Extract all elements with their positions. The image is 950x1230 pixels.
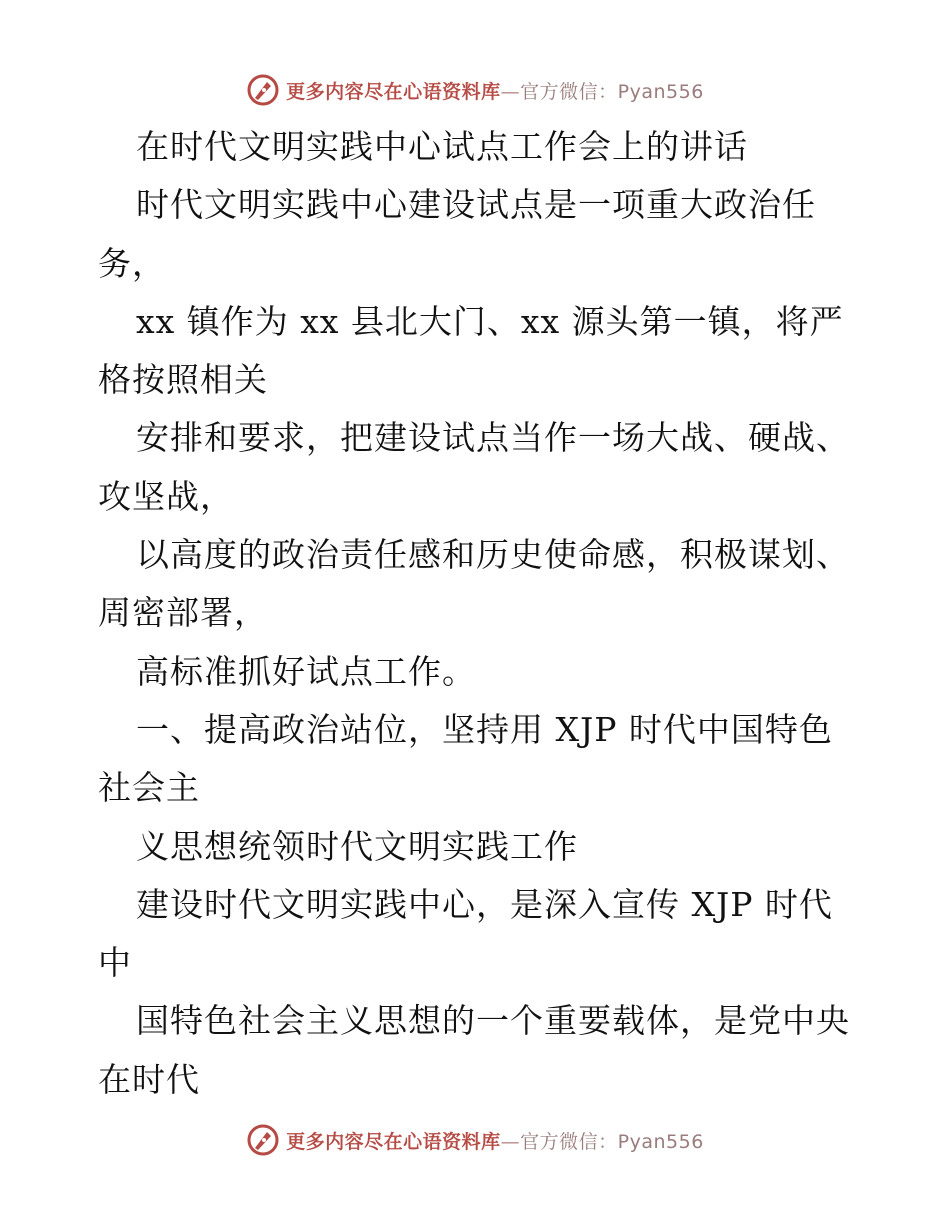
footer-wechat: 官方微信：Pyan556 <box>520 1130 704 1153</box>
footer-site-name: 更多内容尽在心语资料库 <box>286 1130 501 1153</box>
pen-nib-logo-icon <box>246 73 280 107</box>
section-heading-line: 一、提高政治站位，坚持用 XJP 时代中国特色 <box>136 709 833 749</box>
paragraph-line: 务， <box>98 243 166 283</box>
paragraph-line: 以高度的政治责任感和历史使命感，积极谋划、 <box>136 535 850 575</box>
section-heading-line: 社会主 <box>98 768 200 808</box>
header-banner <box>0 70 950 110</box>
footer-dash: — <box>500 1130 521 1153</box>
paragraph-line: 在时代 <box>98 1059 200 1099</box>
paragraph-line: 国特色社会主义思想的一个重要载体，是党中央 <box>136 1001 850 1041</box>
paragraph-line: 时代文明实践中心建设试点是一项重大政治任 <box>136 185 816 225</box>
paragraph-line: 格按照相关 <box>98 360 268 400</box>
paragraph-line: 建设时代文明实践中心，是深入宣传 XJP 时代 <box>136 884 833 924</box>
paragraph-line: 安排和要求，把建设试点当作一场大战、硬战、 <box>136 418 850 458</box>
header-banner-text <box>286 77 704 104</box>
section-heading-line: 义思想统领时代文明实践工作 <box>136 826 578 866</box>
paragraph-line: xx 镇作为 xx 县北大门、xx 源头第一镇，将严 <box>136 301 844 341</box>
paragraph-line: 高标准抓好试点工作。 <box>136 651 476 691</box>
paragraph-line: 中 <box>98 943 132 983</box>
document-title: 在时代文明实践中心试点工作会上的讲话 <box>136 127 748 166</box>
paragraph-line: 攻坚战， <box>98 476 234 516</box>
header-wechat: 官方微信：Pyan556 <box>520 80 704 103</box>
pen-nib-logo-icon <box>246 1123 280 1157</box>
footer-banner-text <box>286 1127 704 1154</box>
header-site-name: 更多内容尽在心语资料库 <box>286 80 501 103</box>
paragraph-line: 周密部署， <box>98 593 268 633</box>
header-dash: — <box>500 80 521 103</box>
document-body <box>98 118 858 1109</box>
footer-banner <box>0 1120 950 1160</box>
